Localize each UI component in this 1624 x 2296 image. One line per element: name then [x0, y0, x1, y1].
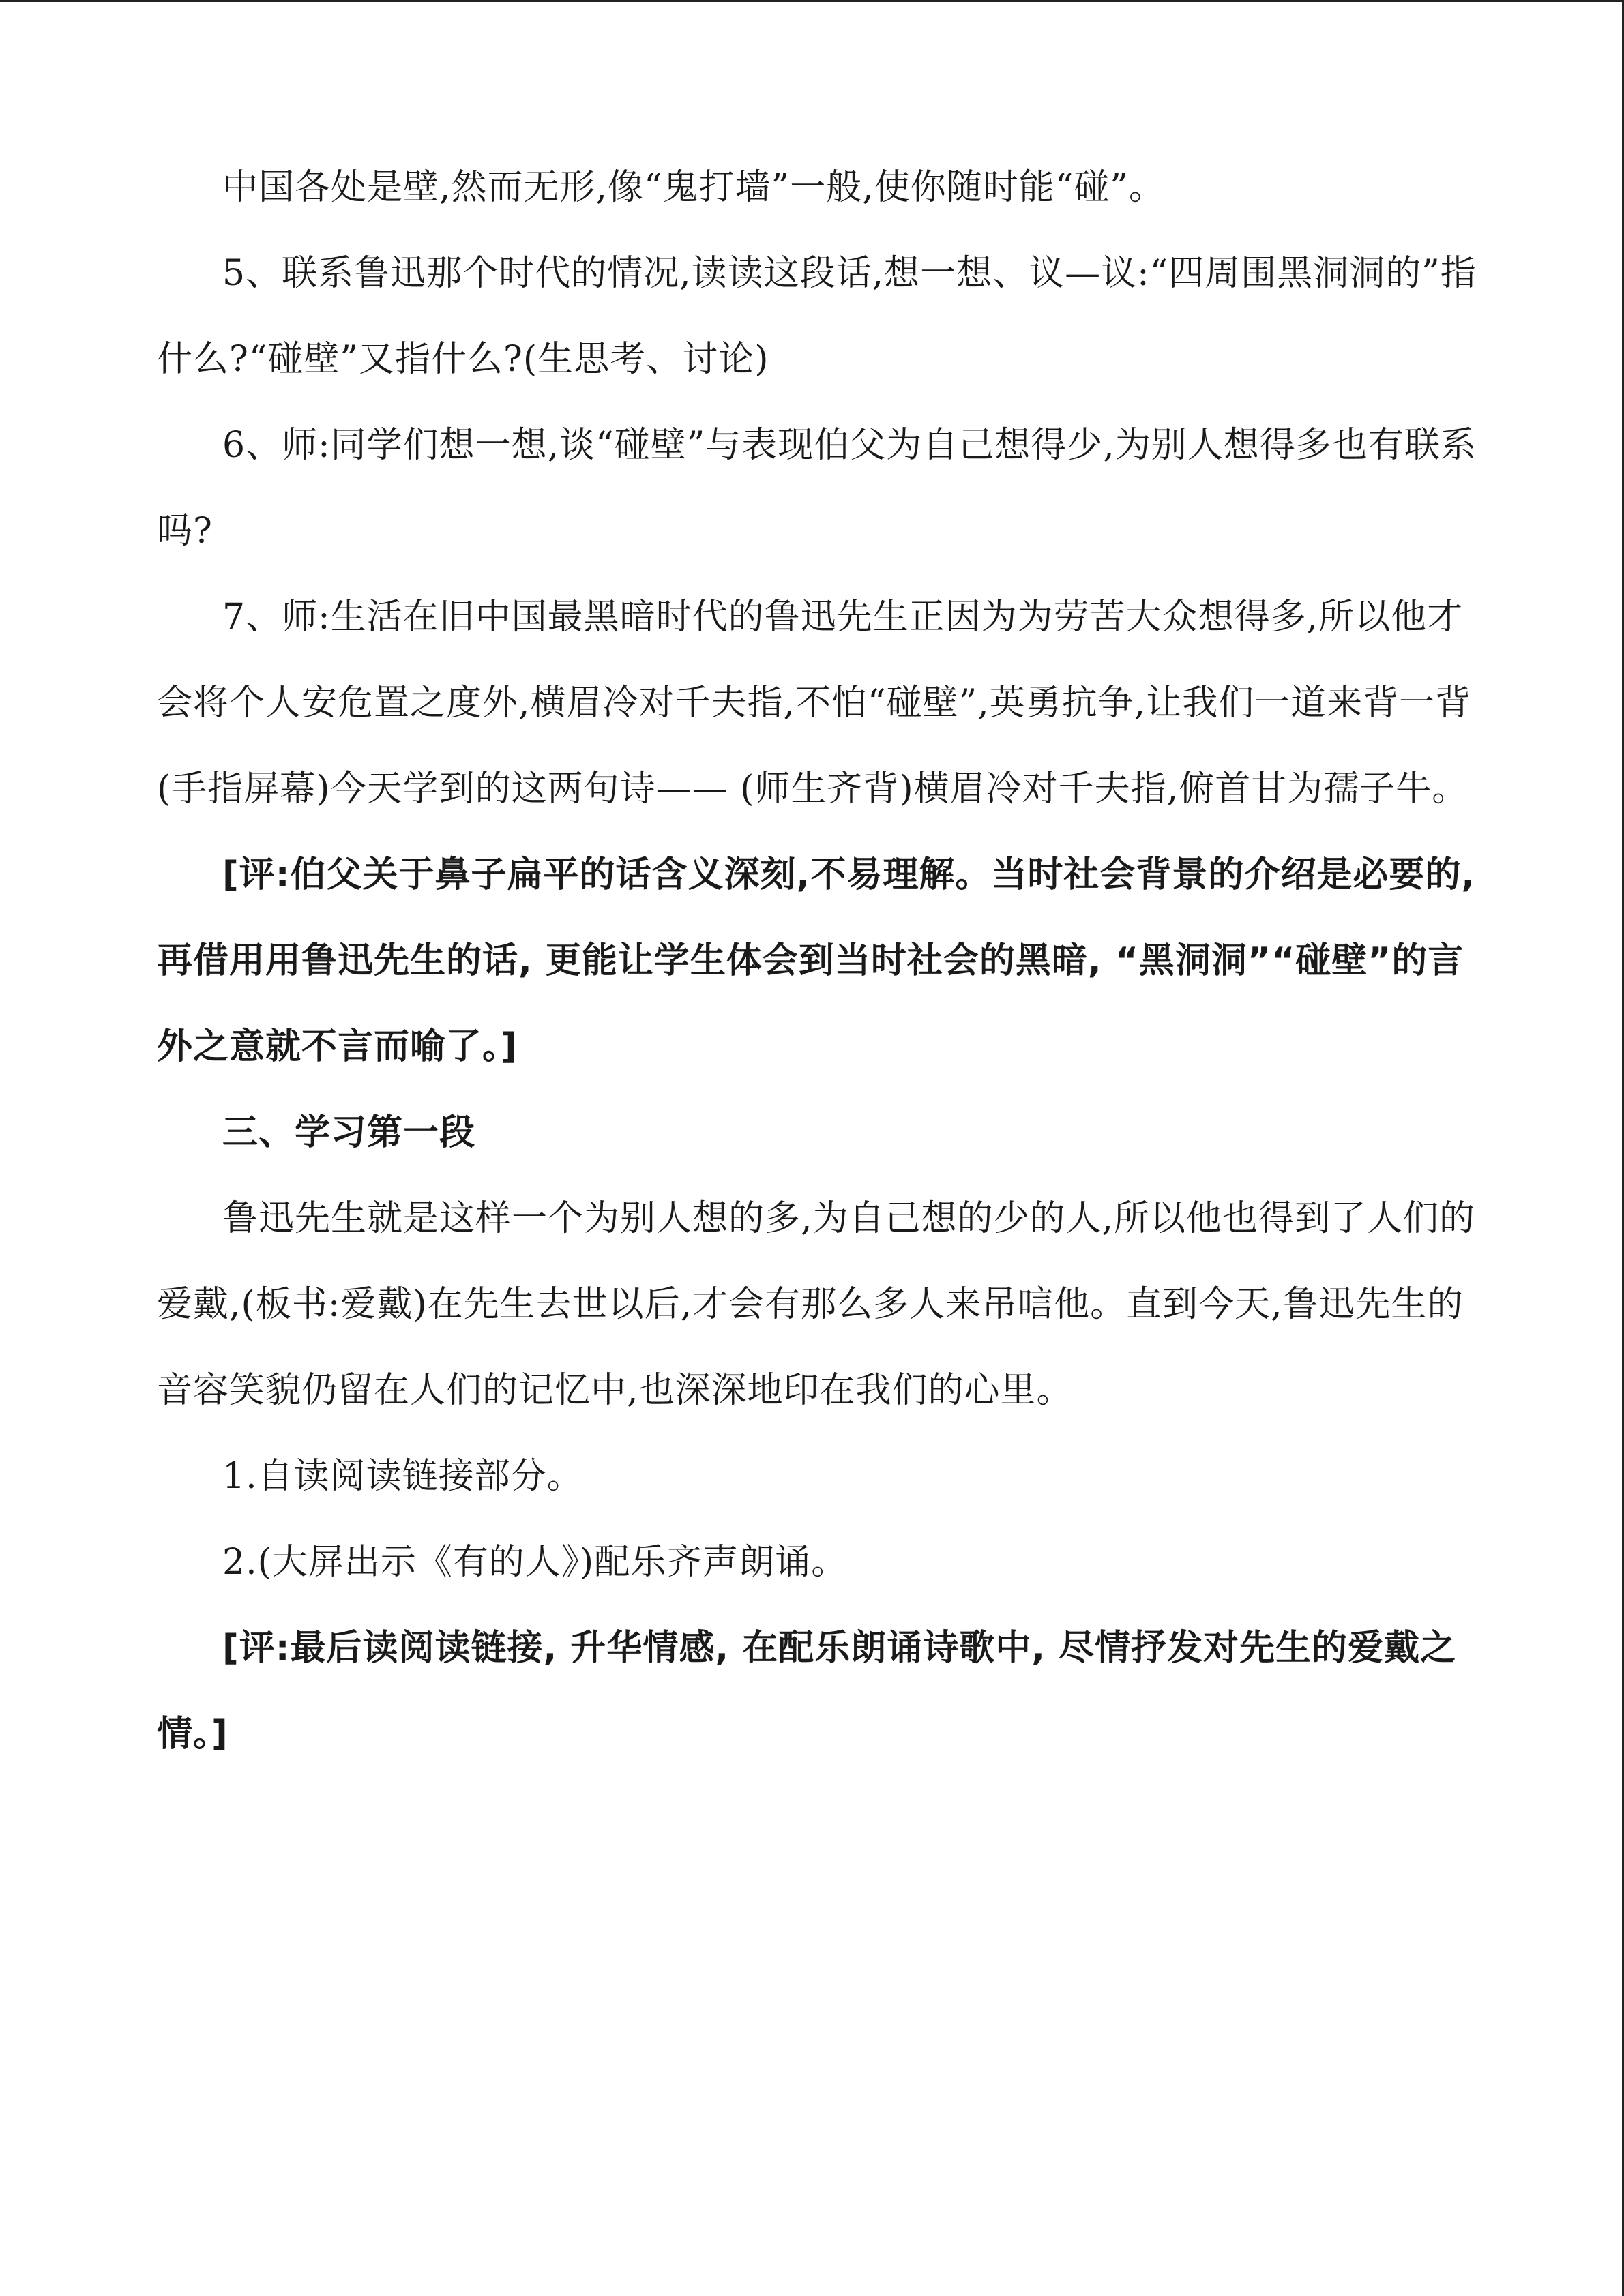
paragraph-section-3-intro: 鲁迅先生就是这样一个为别人想的多,为自己想的少的人,所以他也得到了人们的爱戴,(板书:爱戴)在先生去世以后,才会有那么多人来吊唁他。直到今天,鲁迅先生的音容笑貌仍留在人们的记忆中,也深深地印在我们的心里。: [157, 1198, 1476, 1411]
paragraph-comment-2: [评:最后读阅读链接, 升华情感, 在配乐朗诵诗歌中, 尽情抒发对先生的爱戴之情。]: [157, 1628, 1457, 1755]
paragraph-step-5: 5、联系鲁迅那个时代的情况,读读这段话,想一想、议—议:“四周围黑洞洞的”指什么?“碰壁”又指什么?(生思考、讨论): [157, 253, 1477, 380]
paragraph-step-7: 7、师:生活在旧中国最黑暗时代的鲁迅先生正因为为劳苦大众想得多,所以他才会将个人安危置之度外,横眉冷对千夫指,不怕“碰壁”,英勇抗争,让我们一道来背一背(手指屏幕)今天学到的这两句诗—— (师生齐背)横眉冷对千夫指,俯首甘为孺子牛。: [157, 597, 1472, 809]
paragraph-comment-1: [评:伯父关于鼻子扁平的话含义深刻,不易理解。当时社会背景的介绍是必要的, 再借用用鲁迅先生的话, 更能让学生体会到当时社会的黑暗, “黑洞洞”“碰壁”的言外之意就不言而喻了。]: [157, 854, 1476, 1067]
paragraph-wall-quote: 中国各处是壁,然而无形,像“鬼打墙”一般,使你随时能“碰”。: [222, 167, 1165, 208]
paragraph-step-6: 6、师:同学们想一想,谈“碰壁”与表现伯父为自己想得少,为别人想得多也有联系吗?: [157, 425, 1477, 552]
page-border-top: [0, 0, 1624, 2]
paragraph-step-2: 2.(大屏出示《有的人》)配乐齐声朗诵。: [222, 1542, 848, 1583]
section-heading-3: 三、学习第一段: [222, 1112, 476, 1153]
document-body: [157, 145, 1480, 1777]
paragraph-step-1: 1.自读阅读链接部分。: [222, 1456, 583, 1497]
